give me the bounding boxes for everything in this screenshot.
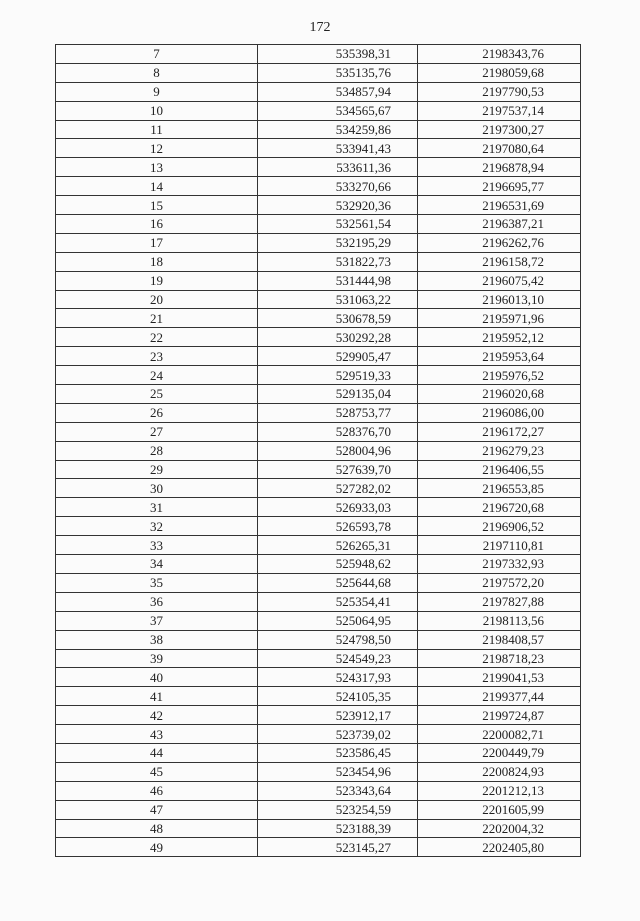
- table-row: [56, 536, 581, 555]
- y-coordinate-cell: 2197332,93: [418, 555, 581, 574]
- point-number-cell: 20: [56, 290, 258, 309]
- coordinates-table: [55, 44, 581, 857]
- point-number-cell: 21: [56, 309, 258, 328]
- table-row: [56, 630, 581, 649]
- table-row: [56, 555, 581, 574]
- x-coordinate-cell: 523739,02: [258, 725, 418, 744]
- y-coordinate-cell: 2197827,88: [418, 592, 581, 611]
- point-number-cell: 17: [56, 233, 258, 252]
- y-coordinate-cell: 2196553,85: [418, 479, 581, 498]
- y-coordinate-cell: 2196013,10: [418, 290, 581, 309]
- table-row: [56, 460, 581, 479]
- point-number-cell: 25: [56, 385, 258, 404]
- y-coordinate-cell: 2198718,23: [418, 649, 581, 668]
- table-row: [56, 366, 581, 385]
- y-coordinate-cell: 2196878,94: [418, 158, 581, 177]
- x-coordinate-cell: 529135,04: [258, 385, 418, 404]
- table-row: [56, 592, 581, 611]
- point-number-cell: 11: [56, 120, 258, 139]
- y-coordinate-cell: 2197110,81: [418, 536, 581, 555]
- y-coordinate-cell: 2197300,27: [418, 120, 581, 139]
- y-coordinate-cell: 2197537,14: [418, 101, 581, 120]
- point-number-cell: 31: [56, 498, 258, 517]
- table-row: [56, 120, 581, 139]
- table-row: [56, 422, 581, 441]
- point-number-cell: 41: [56, 687, 258, 706]
- y-coordinate-cell: 2198408,57: [418, 630, 581, 649]
- table-row: [56, 101, 581, 120]
- point-number-cell: 32: [56, 517, 258, 536]
- y-coordinate-cell: 2195971,96: [418, 309, 581, 328]
- y-coordinate-cell: 2198343,76: [418, 45, 581, 64]
- x-coordinate-cell: 529905,47: [258, 347, 418, 366]
- table-row: [56, 403, 581, 422]
- table-row: [56, 252, 581, 271]
- y-coordinate-cell: 2199377,44: [418, 687, 581, 706]
- table-row: [56, 762, 581, 781]
- table-row: [56, 347, 581, 366]
- page-number: 172: [309, 20, 331, 35]
- y-coordinate-cell: 2196387,21: [418, 215, 581, 234]
- x-coordinate-cell: 534857,94: [258, 82, 418, 101]
- point-number-cell: 24: [56, 366, 258, 385]
- y-coordinate-cell: 2200082,71: [418, 725, 581, 744]
- x-coordinate-cell: 523145,27: [258, 838, 418, 857]
- table-row: [56, 328, 581, 347]
- y-coordinate-cell: 2202405,80: [418, 838, 581, 857]
- table-row: [56, 309, 581, 328]
- y-coordinate-cell: 2198059,68: [418, 63, 581, 82]
- x-coordinate-cell: 528004,96: [258, 441, 418, 460]
- y-coordinate-cell: 2196172,27: [418, 422, 581, 441]
- x-coordinate-cell: 535135,76: [258, 63, 418, 82]
- x-coordinate-cell: 530678,59: [258, 309, 418, 328]
- point-number-cell: 7: [56, 45, 258, 64]
- x-coordinate-cell: 523454,96: [258, 762, 418, 781]
- table-row: [56, 649, 581, 668]
- point-number-cell: 12: [56, 139, 258, 158]
- table-row: [56, 139, 581, 158]
- x-coordinate-cell: 523343,64: [258, 781, 418, 800]
- x-coordinate-cell: 528753,77: [258, 403, 418, 422]
- x-coordinate-cell: 524317,93: [258, 668, 418, 687]
- x-coordinate-cell: 532561,54: [258, 215, 418, 234]
- y-coordinate-cell: 2195976,52: [418, 366, 581, 385]
- point-number-cell: 38: [56, 630, 258, 649]
- y-coordinate-cell: 2196158,72: [418, 252, 581, 271]
- point-number-cell: 35: [56, 573, 258, 592]
- point-number-cell: 46: [56, 781, 258, 800]
- x-coordinate-cell: 527282,02: [258, 479, 418, 498]
- y-coordinate-cell: 2202004,32: [418, 819, 581, 838]
- x-coordinate-cell: 528376,70: [258, 422, 418, 441]
- y-coordinate-cell: 2196279,23: [418, 441, 581, 460]
- y-coordinate-cell: 2201212,13: [418, 781, 581, 800]
- x-coordinate-cell: 530292,28: [258, 328, 418, 347]
- y-coordinate-cell: 2197080,64: [418, 139, 581, 158]
- table-row: [56, 611, 581, 630]
- y-coordinate-cell: 2196020,68: [418, 385, 581, 404]
- x-coordinate-cell: 525948,62: [258, 555, 418, 574]
- point-number-cell: 9: [56, 82, 258, 101]
- y-coordinate-cell: 2195952,12: [418, 328, 581, 347]
- x-coordinate-cell: 532195,29: [258, 233, 418, 252]
- table-row: [56, 687, 581, 706]
- table-row: [56, 725, 581, 744]
- x-coordinate-cell: 526593,78: [258, 517, 418, 536]
- x-coordinate-cell: 531822,73: [258, 252, 418, 271]
- table-row: [56, 781, 581, 800]
- y-coordinate-cell: 2198113,56: [418, 611, 581, 630]
- point-number-cell: 36: [56, 592, 258, 611]
- point-number-cell: 43: [56, 725, 258, 744]
- table-row: [56, 441, 581, 460]
- y-coordinate-cell: 2199041,53: [418, 668, 581, 687]
- table-row: [56, 800, 581, 819]
- point-number-cell: 16: [56, 215, 258, 234]
- table-row: [56, 479, 581, 498]
- x-coordinate-cell: 533270,66: [258, 177, 418, 196]
- point-number-cell: 47: [56, 800, 258, 819]
- point-number-cell: 28: [56, 441, 258, 460]
- point-number-cell: 22: [56, 328, 258, 347]
- x-coordinate-cell: 532920,36: [258, 196, 418, 215]
- point-number-cell: 44: [56, 743, 258, 762]
- table-row: [56, 177, 581, 196]
- table-row: [56, 158, 581, 177]
- point-number-cell: 37: [56, 611, 258, 630]
- table-row: [56, 573, 581, 592]
- point-number-cell: 13: [56, 158, 258, 177]
- table-row: [56, 819, 581, 838]
- table-row: [56, 838, 581, 857]
- x-coordinate-cell: 523912,17: [258, 706, 418, 725]
- table-body: [56, 45, 581, 857]
- table-row: [56, 290, 581, 309]
- y-coordinate-cell: 2196906,52: [418, 517, 581, 536]
- y-coordinate-cell: 2200449,79: [418, 743, 581, 762]
- x-coordinate-cell: 526933,03: [258, 498, 418, 517]
- x-coordinate-cell: 526265,31: [258, 536, 418, 555]
- y-coordinate-cell: 2196262,76: [418, 233, 581, 252]
- x-coordinate-cell: 529519,33: [258, 366, 418, 385]
- table-row: [56, 743, 581, 762]
- point-number-cell: 40: [56, 668, 258, 687]
- y-coordinate-cell: 2196695,77: [418, 177, 581, 196]
- y-coordinate-cell: 2196406,55: [418, 460, 581, 479]
- table-row: [56, 63, 581, 82]
- table-row: [56, 498, 581, 517]
- point-number-cell: 29: [56, 460, 258, 479]
- x-coordinate-cell: 525644,68: [258, 573, 418, 592]
- x-coordinate-cell: 523188,39: [258, 819, 418, 838]
- table-row: [56, 82, 581, 101]
- x-coordinate-cell: 534259,86: [258, 120, 418, 139]
- y-coordinate-cell: 2200824,93: [418, 762, 581, 781]
- x-coordinate-cell: 524105,35: [258, 687, 418, 706]
- table-row: [56, 385, 581, 404]
- point-number-cell: 30: [56, 479, 258, 498]
- point-number-cell: 15: [56, 196, 258, 215]
- y-coordinate-cell: 2197790,53: [418, 82, 581, 101]
- y-coordinate-cell: 2196086,00: [418, 403, 581, 422]
- x-coordinate-cell: 525354,41: [258, 592, 418, 611]
- table-row: [56, 45, 581, 64]
- y-coordinate-cell: 2197572,20: [418, 573, 581, 592]
- x-coordinate-cell: 524549,23: [258, 649, 418, 668]
- y-coordinate-cell: 2196720,68: [418, 498, 581, 517]
- point-number-cell: 10: [56, 101, 258, 120]
- point-number-cell: 45: [56, 762, 258, 781]
- table-row: [56, 196, 581, 215]
- x-coordinate-cell: 527639,70: [258, 460, 418, 479]
- x-coordinate-cell: 534565,67: [258, 101, 418, 120]
- y-coordinate-cell: 2196531,69: [418, 196, 581, 215]
- point-number-cell: 18: [56, 252, 258, 271]
- point-number-cell: 39: [56, 649, 258, 668]
- y-coordinate-cell: 2195953,64: [418, 347, 581, 366]
- point-number-cell: 14: [56, 177, 258, 196]
- x-coordinate-cell: 524798,50: [258, 630, 418, 649]
- x-coordinate-cell: 523586,45: [258, 743, 418, 762]
- point-number-cell: 8: [56, 63, 258, 82]
- x-coordinate-cell: 525064,95: [258, 611, 418, 630]
- table-row: [56, 215, 581, 234]
- point-number-cell: 42: [56, 706, 258, 725]
- point-number-cell: 23: [56, 347, 258, 366]
- y-coordinate-cell: 2201605,99: [418, 800, 581, 819]
- point-number-cell: 34: [56, 555, 258, 574]
- x-coordinate-cell: 523254,59: [258, 800, 418, 819]
- point-number-cell: 33: [56, 536, 258, 555]
- x-coordinate-cell: 533611,36: [258, 158, 418, 177]
- point-number-cell: 19: [56, 271, 258, 290]
- table-row: [56, 233, 581, 252]
- point-number-cell: 26: [56, 403, 258, 422]
- table-row: [56, 668, 581, 687]
- table-row: [56, 271, 581, 290]
- y-coordinate-cell: 2199724,87: [418, 706, 581, 725]
- x-coordinate-cell: 531063,22: [258, 290, 418, 309]
- point-number-cell: 48: [56, 819, 258, 838]
- point-number-cell: 27: [56, 422, 258, 441]
- point-number-cell: 49: [56, 838, 258, 857]
- x-coordinate-cell: 535398,31: [258, 45, 418, 64]
- x-coordinate-cell: 531444,98: [258, 271, 418, 290]
- table-row: [56, 517, 581, 536]
- y-coordinate-cell: 2196075,42: [418, 271, 581, 290]
- x-coordinate-cell: 533941,43: [258, 139, 418, 158]
- table-row: [56, 706, 581, 725]
